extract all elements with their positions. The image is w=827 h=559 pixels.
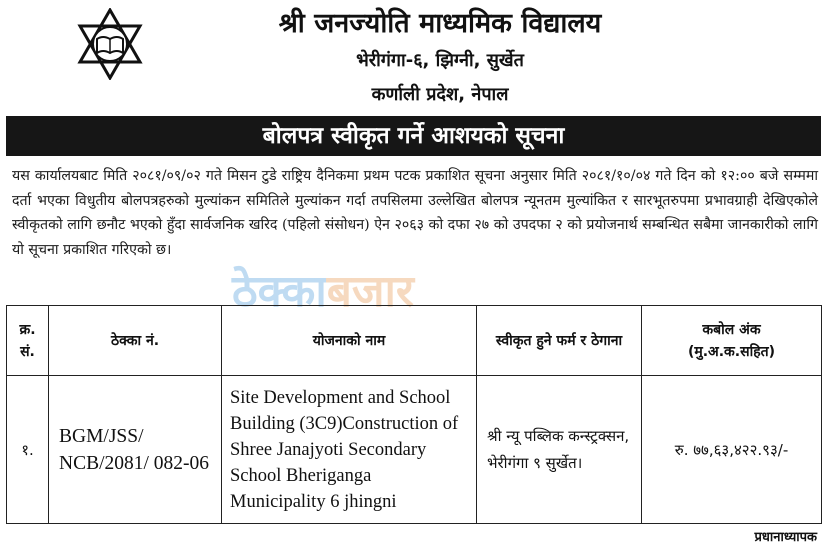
school-province: कर्णाली प्रदेश, नेपाल [371,84,509,105]
header-bid-amount-label: कबोल अंक [702,321,761,338]
cell-serial-number: १. [7,376,49,524]
cell-project-name: Site Development and School Building (3C9)Construction of Shree Janajyoti Secondary School Bheriganga Municipality 6 jhingni [222,376,477,524]
school-name: श्री जनज्योति माध्यमिक विद्यालय [278,8,602,39]
table-header-row [7,306,822,376]
school-address: भेरीगंगा-६, झिग्नी, सुर्खेत [356,50,524,71]
watermark-part-2: बजार [326,266,414,317]
notice-header [0,0,827,116]
header-approved-firm: स्वीकृत हुने फर्म र ठेगाना [477,306,642,376]
notice-title-banner: बोलपत्र स्वीकृत गर्ने आशयको सूचना [6,116,821,156]
notice-body-text: यस कार्यालयबाट मिति २०८१/०९/०२ गते मिसन टुडे राष्ट्रिय दैनिकमा प्रथम पटक प्रकाशित सूचना अनुसार मिति २०८१/१०/०४ गते दिन को १२:०० बजे सम्ममा दर्ता भएका विधुतीय बोलपत्रहरुको मुल्यांकन समितिले मुल्यांकन गर्दा तपसिलमा उल्लेखित बोलपत्र न्यूनतम मुल्यांकित र सारभूतरुपमा प्रभावग्राही देखिएकोले स्वीकृतको लागि छनौट भएको हुँदा सार्वजनिक खरिद (पहिलो संसोधन) ऐन २०६३ को दफा २७ को उपदफा २ को प्रयोजनार्थ सम्बन्धित सबैमा जानकारीको लागि यो सूचना प्रकाशित गरिएको छ। [12,168,818,258]
watermark-part-1: ठेक्का [232,266,327,317]
table-row [7,376,822,524]
header-bid-amount [642,306,822,376]
cell-bid-amount: रु. ७७,६३,४२२.९३/- [642,376,822,524]
school-emblem-icon [72,8,148,80]
contract-table [6,305,822,524]
header-bid-amount-note: (मु.अ.क.सहित) [687,343,776,360]
cell-contract-number: BGM/JSS/ NCB/2081/ 082-06 [49,376,222,524]
cell-approved-firm: श्री न्यू पब्लिक कन्स्ट्रक्सन, भेरीगंगा ९ सुर्खेत। [477,376,642,524]
signature-designation: प्रधानाध्यापक [754,530,817,545]
header-project-name: योजनाको नाम [222,306,477,376]
header-contract-number: ठेक्का नं. [49,306,222,376]
header-serial-number: क्र. सं. [7,306,49,376]
